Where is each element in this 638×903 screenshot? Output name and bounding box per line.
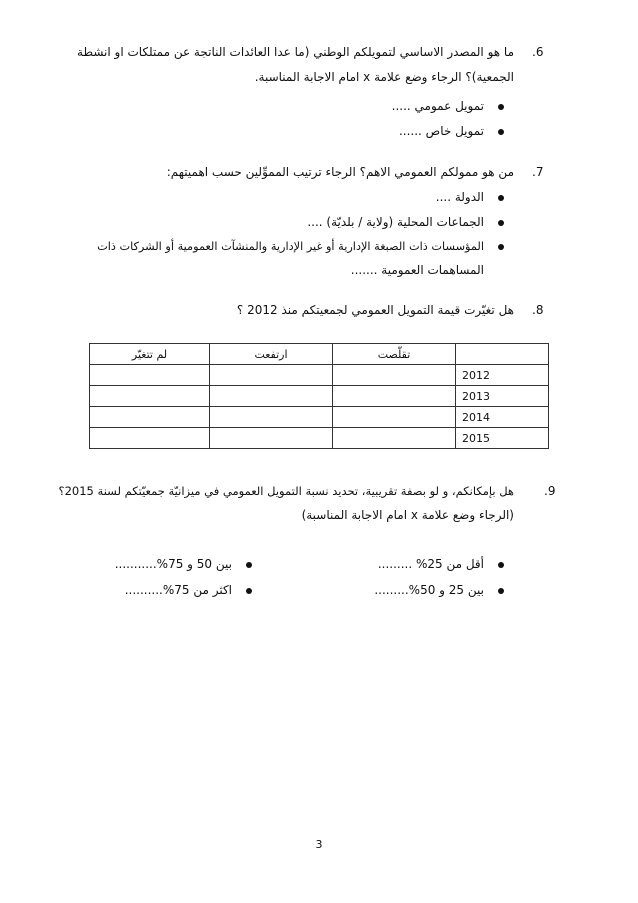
question-7-option	[97, 239, 504, 255]
year-cell: 2014	[456, 407, 549, 428]
question-9-option	[378, 556, 504, 572]
option-label: بين 50 و 75%...........	[114, 557, 232, 571]
table-header-cell: تقلّصت	[333, 344, 456, 365]
question-9-option	[374, 582, 504, 598]
table-header-cell: لم تتغيّر	[90, 344, 210, 365]
bullet-icon	[498, 562, 504, 568]
answer-cell[interactable]	[210, 428, 333, 449]
option-label: الجماعات المحلية (ولاية / بلديّة) ....	[307, 215, 484, 229]
answer-cell[interactable]	[333, 365, 456, 386]
answer-cell[interactable]	[90, 365, 210, 386]
table-row	[90, 428, 549, 449]
question-7-option	[307, 214, 504, 230]
question-7-option-continuation: المساهمات العمومية .......	[350, 263, 484, 277]
option-label: الدولة ....	[435, 190, 484, 204]
bullet-icon	[498, 220, 504, 226]
answer-cell[interactable]	[90, 386, 210, 407]
year-cell: 2015	[456, 428, 549, 449]
option-label: اكثر من 75%..........	[124, 583, 232, 597]
question-6-text-line1: ما هو المصدر الاساسي لتمويلكم الوطني (ما عدا العائدات الناتجة عن ممتلكات او انشطة	[77, 45, 514, 59]
answer-cell[interactable]	[333, 386, 456, 407]
option-label: تمويل خاص ......	[398, 124, 484, 138]
bullet-icon	[498, 104, 504, 110]
question-8-number: .8	[532, 303, 544, 317]
question-6-option	[399, 123, 504, 139]
question-9-option	[125, 582, 252, 598]
bullet-icon	[498, 129, 504, 135]
bullet-icon	[246, 588, 252, 594]
option-label: تمويل عمومي .....	[391, 99, 484, 113]
question-7-text: من هو ممولكم العمومي الاهم؟ الرجاء ترتيب المموِّلين حسب اهميتهم:	[166, 165, 514, 179]
option-label: المؤسسات ذات الصبغة الإدارية أو غير الإدارية والمنشآت العمومية أو الشركات ذات	[97, 240, 484, 253]
question-9-option	[115, 556, 252, 572]
table-row	[90, 407, 549, 428]
answer-cell[interactable]	[210, 407, 333, 428]
table-header-row	[90, 344, 549, 365]
answer-cell[interactable]	[210, 386, 333, 407]
answer-cell[interactable]	[90, 407, 210, 428]
question-9-text-line1: هل بإمكانكم، و لو بصفة تقريبية، تحديد نسبة التمويل العمومي في ميزانيّة جمعيّتكم لسنة 2015؟	[58, 484, 514, 498]
question-6-option	[392, 98, 504, 114]
funding-change-table	[89, 343, 549, 449]
bullet-icon	[498, 588, 504, 594]
bullet-icon	[498, 244, 504, 250]
question-9-number: .9	[544, 484, 556, 498]
table-header-cell	[456, 344, 549, 365]
year-cell: 2013	[456, 386, 549, 407]
option-label: أقل من 25% .........	[377, 557, 484, 571]
option-label: بين 25 و 50%.........	[374, 583, 484, 597]
question-9-text-line2: (الرجاء وضع علامة x امام الاجابة المناسبة)	[301, 508, 514, 522]
answer-cell[interactable]	[90, 428, 210, 449]
bullet-icon	[246, 562, 252, 568]
question-6-text-line2: الجمعية)؟ الرجاء وضع علامة x امام الاجابة المناسبة.	[254, 70, 514, 84]
question-8-text: هل تغيّرت قيمة التمويل العمومي لجمعيتكم منذ 2012 ؟	[236, 303, 514, 317]
page-number: 3	[315, 838, 323, 851]
bullet-icon	[498, 195, 504, 201]
question-7-number: .7	[532, 165, 544, 179]
answer-cell[interactable]	[333, 428, 456, 449]
table-row	[90, 386, 549, 407]
question-7-option	[436, 189, 504, 205]
year-cell: 2012	[456, 365, 549, 386]
answer-cell[interactable]	[333, 407, 456, 428]
answer-cell[interactable]	[210, 365, 333, 386]
table-header-cell: ارتفعت	[210, 344, 333, 365]
question-6-number: .6	[532, 45, 544, 59]
table-row	[90, 365, 549, 386]
